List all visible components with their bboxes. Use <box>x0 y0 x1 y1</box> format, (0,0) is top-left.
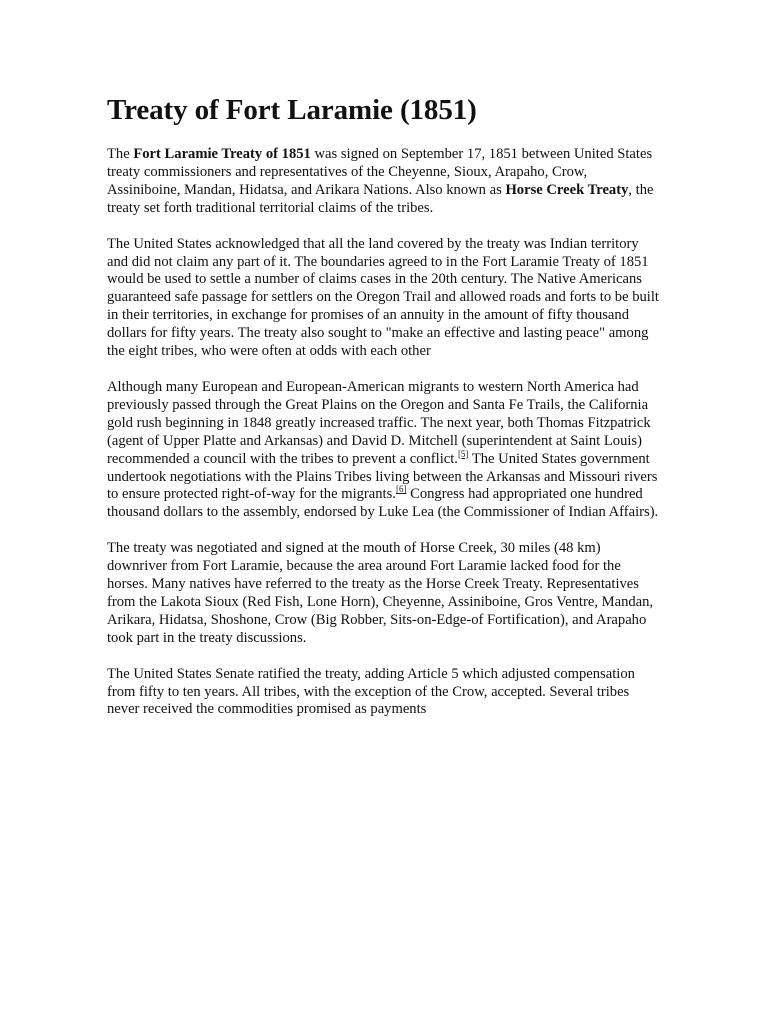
text-segment: , the treaty set forth traditional territorial claims of the tribes. <box>107 181 654 216</box>
paragraph-background <box>107 379 663 522</box>
paragraph-terms: The United States acknowledged that all the land covered by the treaty was Indian territory and did not claim any part of it. The boundaries agreed to in the Fort Laramie Treaty of 1851 would be used to settle a number of claims cases in the 20th century. The Native Americans guaranteed safe passage for settlers on the Oregon Trail and allowed roads and forts to be built in their territories, in exchange for promises of an annuity in the amount of fifty thousand dollars for fifty years. The treaty also sought to "make an effective and lasting peace" among the eight tribes, who were often at odds with each other <box>107 235 659 360</box>
text-segment: The <box>107 146 134 162</box>
text-segment: Although many European and European-American migrants to western North America had previously passed through the Great Plains on the Oregon and Santa Fe Trails, the California gold rush beginning in 1848 greatly increased traffic. The next year, both Thomas Fitzpatrick (agent of Upper Platte and Arkansas) and David D. Mitchell (superintendent at Saint Louis) recommended a council with the tribes to prevent a conflict. <box>107 378 651 467</box>
document-page <box>107 92 663 719</box>
paragraph-intro <box>107 146 663 218</box>
page-title: Treaty of Fort Laramie (1851) <box>107 94 477 126</box>
bold-treaty-name: Fort Laramie Treaty of 1851 <box>133 146 311 162</box>
paragraph-negotiation: The treaty was negotiated and signed at the mouth of Horse Creek, 30 miles (48 km) downriver from Fort Laramie, because the area around Fort Laramie lacked food for the horses. Many natives have referred to the treaty as the Horse Creek Treaty. Representatives from the Lakota Sioux (Red Fish, Lone Horn), Cheyenne, Assiniboine, Gros Ventre, Mandan, Arikara, Hidatsa, Shoshone, Crow (Big Robber, Sits-on-Edge-of Fortification), and Arapaho took part in the treaty discussions. <box>107 540 654 646</box>
paragraph-ratification: The United States Senate ratified the treaty, adding Article 5 which adjusted compensation from fifty to ten years. All tribes, with the exception of the Crow, accepted. Several tribes never received the commodities promised as payments <box>107 665 635 718</box>
bold-alt-name: Horse Creek Treaty <box>505 181 629 198</box>
footnote-ref-6[interactable]: [6] <box>395 484 407 495</box>
text-segment: was signed on September 17, 1851 between United States treaty commissioners and representatives of the Cheyenne, Sioux, Arapaho, Crow, Assiniboine, Mandan, Hidatsa, and Arikara Nations. Also known as <box>107 146 653 198</box>
footnote-ref-5[interactable]: [5] <box>457 448 469 459</box>
text-segment: Congress had appropriated one hundred thousand dollars to the assembly, endorsed by Luke Lea (the Commissioner of Indian Affairs). <box>107 486 659 521</box>
text-segment: The United States government undertook negotiations with the Plains Tribes living between the Arkansas and Missouri rivers to ensure protected right-of-way for the migrants. <box>107 450 658 503</box>
